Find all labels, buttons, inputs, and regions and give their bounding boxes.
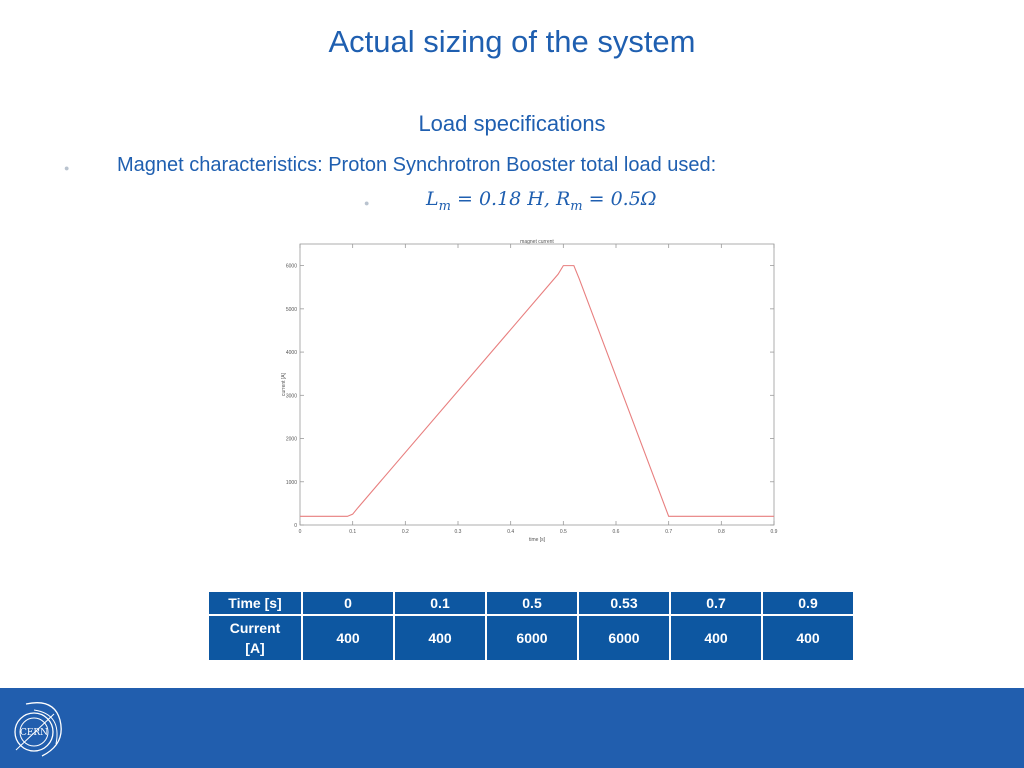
current-profile-table [207, 590, 855, 662]
current-cell: 400 [302, 615, 394, 661]
time-header-cell: Time [s] [208, 591, 302, 615]
x-tick-label: 0.7 [665, 529, 673, 535]
current-cell: 6000 [486, 615, 578, 661]
current-cell: 6000 [578, 615, 670, 661]
x-tick-label: 0.8 [717, 529, 725, 535]
cern-logo [10, 700, 70, 760]
y-tick-label: 5000 [285, 306, 297, 313]
y-tick-label: 4000 [285, 350, 297, 357]
eq-L-value: = 0.18 H, [450, 188, 556, 210]
chart-svg [276, 236, 786, 546]
cern-logo-text: CERN [19, 728, 49, 738]
x-tick-label: 0.4 [507, 529, 515, 535]
time-cell: 0 [302, 591, 394, 615]
y-tick-label: 2000 [285, 436, 297, 443]
time-cell: 0.9 [762, 591, 854, 615]
eq-L: L [426, 188, 439, 210]
slide-subtitle: Load specifications [418, 111, 606, 136]
y-tick-label: 3000 [285, 393, 297, 400]
time-cell: 0.7 [670, 591, 762, 615]
x-tick-label: 0 [298, 529, 302, 535]
x-tick-label: 0.3 [454, 529, 462, 535]
eq-R-value: = 0.5Ω [582, 188, 657, 210]
x-axis-label: time [s] [528, 537, 546, 543]
x-tick-label: 0.2 [401, 529, 409, 535]
chart-title: magnet current [520, 239, 554, 245]
magnet-current-chart [276, 236, 786, 546]
x-tick-label: 0.6 [612, 529, 620, 535]
current-cell: 400 [394, 615, 486, 661]
x-tick-label: 0.1 [349, 529, 357, 535]
current-header-cell [208, 615, 302, 661]
y-axis-label: current [A] [281, 372, 287, 397]
y-tick-label: 6000 [285, 263, 297, 270]
eq-L-sub: m [438, 198, 451, 214]
time-cell: 0.1 [394, 591, 486, 615]
time-cell: 0.5 [486, 591, 578, 615]
eq-R-sub: m [570, 198, 583, 214]
y-tick-label: 1000 [285, 479, 297, 486]
bullet-text: Magnet characteristics: Proton Synchrotron Booster total load used: [117, 154, 717, 176]
bullet-dot-icon: ● [64, 163, 70, 173]
current-cell: 400 [670, 615, 762, 661]
current-cell: 400 [762, 615, 854, 661]
slide-title: Actual sizing of the system [328, 24, 696, 59]
time-cell: 0.53 [578, 591, 670, 615]
equation [426, 188, 657, 214]
table-row-current [208, 615, 854, 661]
footer-bar [0, 688, 1024, 768]
current-label: Current [A] [229, 620, 281, 656]
table-row-time [208, 591, 854, 615]
plot-frame [300, 244, 774, 525]
x-tick-label: 0.5 [559, 529, 567, 535]
bullet-dot-icon: ● [364, 198, 370, 208]
x-tick-label: 0.9 [770, 529, 778, 535]
eq-R: R [555, 188, 571, 210]
y-tick-label: 0 [294, 523, 297, 529]
